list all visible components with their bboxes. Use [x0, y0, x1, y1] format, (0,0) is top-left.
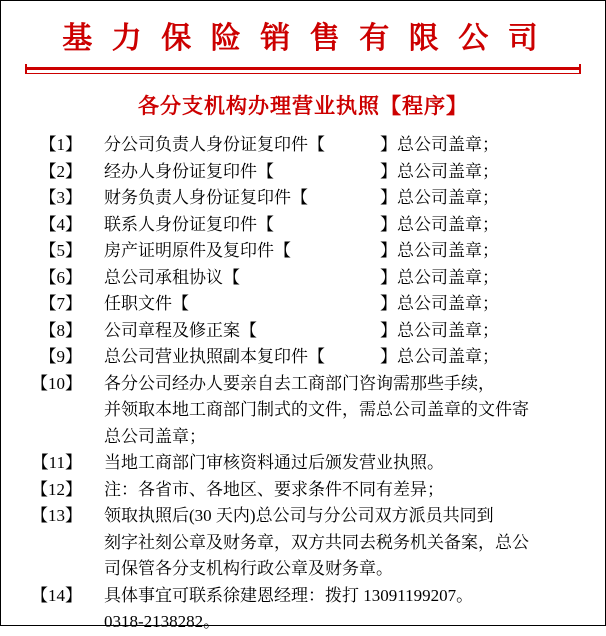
item-text-line: 具体事宜可联系徐建恩经理：拨打 13091199207。 — [104, 585, 474, 605]
item-text-line: 0318-2138282。 — [104, 612, 221, 631]
item-text — [82, 291, 586, 318]
item-text — [82, 583, 586, 636]
item-text-right: 】总公司盖章； — [380, 267, 499, 287]
item-text-left: 任职文件【 — [104, 294, 189, 313]
item-text — [82, 159, 586, 186]
item-text — [82, 477, 586, 504]
item-text-right: 】总公司盖章； — [380, 294, 499, 313]
list-item — [28, 291, 586, 318]
list-item — [28, 318, 586, 345]
list-item — [28, 185, 586, 212]
list-item — [28, 238, 586, 265]
item-text-left: 联系人身份证复印件【 — [104, 214, 274, 234]
item-text — [82, 132, 586, 159]
item-number: 【9】 — [39, 347, 82, 366]
company-title: 基 力 保 险 销 售 有 限 公 司 — [62, 22, 544, 55]
item-text-right: 】总公司盖章； — [380, 347, 499, 366]
item-number: 【6】 — [39, 267, 82, 287]
item-text-right: 】总公司盖章； — [380, 161, 499, 181]
item-text-left: 房产证明原件及复印件【 — [104, 241, 291, 260]
list-item — [28, 159, 586, 186]
procedure-list — [20, 132, 586, 636]
item-text — [82, 265, 586, 292]
list-item — [28, 450, 586, 477]
rule-end-right — [579, 64, 581, 74]
item-number: 【3】 — [39, 188, 82, 207]
item-text-right: 】总公司盖章； — [380, 214, 499, 234]
item-text — [82, 371, 586, 451]
list-item — [28, 477, 586, 504]
rule-thin — [25, 73, 581, 74]
item-text-line: 当地工商部门审核资料通过后颁发营业执照。 — [104, 453, 444, 472]
item-text — [82, 450, 586, 477]
item-text — [82, 212, 586, 239]
item-text-line: 司保管各分支机构行政公章及财务章。 — [104, 559, 393, 578]
item-number: 【11】 — [31, 453, 82, 472]
list-item — [28, 132, 586, 159]
item-number: 【10】 — [31, 373, 82, 393]
item-text-line: 领取执照后(30 天内)总公司与分公司双方派员共同到 — [104, 506, 494, 525]
item-number: 【7】 — [39, 294, 82, 313]
list-item — [28, 371, 586, 451]
list-item — [28, 583, 586, 636]
item-text-line: 各分公司经办人要亲自去工商部门咨询需那些手续， — [104, 373, 495, 393]
item-number: 【13】 — [31, 506, 82, 525]
item-text-left: 总公司营业执照副本复印件【 — [104, 347, 325, 366]
list-item — [28, 344, 586, 371]
item-text-line: 刻字社刻公章及财务章，双方共同去税务机关备案，总公 — [104, 532, 529, 552]
item-text-left: 公司章程及修正案【 — [104, 320, 257, 340]
item-number: 【4】 — [39, 214, 82, 234]
rule-end-left — [25, 64, 27, 74]
list-item — [28, 503, 586, 583]
list-item — [28, 265, 586, 292]
item-text-left: 财务负责人身份证复印件【 — [104, 188, 308, 207]
document-title: 各分支机构办理营业执照【程序】 — [138, 94, 468, 118]
item-text-left: 分公司负责人身份证复印件【 — [104, 135, 325, 154]
item-text — [82, 503, 586, 583]
item-text — [82, 185, 586, 212]
item-text-right: 】总公司盖章； — [380, 320, 499, 340]
item-text — [82, 344, 586, 371]
item-text-line: 注：各省市、各地区、要求条件不同有差异； — [104, 479, 444, 499]
item-text-right: 】总公司盖章； — [380, 188, 499, 207]
item-number: 【14】 — [31, 585, 82, 605]
item-text-right: 】总公司盖章； — [380, 241, 499, 260]
decorative-rule — [25, 67, 581, 74]
item-text-right: 】总公司盖章； — [380, 135, 499, 154]
item-number: 【5】 — [39, 241, 82, 260]
item-number: 【12】 — [31, 479, 82, 499]
item-number: 【8】 — [39, 320, 82, 340]
item-text-left: 总公司承租协议【 — [104, 267, 240, 287]
item-text-line: 并领取本地工商部门制式的文件，需总公司盖章的文件寄 — [104, 400, 529, 419]
item-number: 【1】 — [39, 135, 82, 154]
rule-thick — [25, 67, 581, 70]
item-text-line: 总公司盖章； — [104, 426, 206, 446]
list-item — [28, 212, 586, 239]
item-number: 【2】 — [39, 161, 82, 181]
item-text-left: 经办人身份证复印件【 — [104, 161, 274, 181]
item-text — [82, 318, 586, 345]
item-text — [82, 238, 586, 265]
